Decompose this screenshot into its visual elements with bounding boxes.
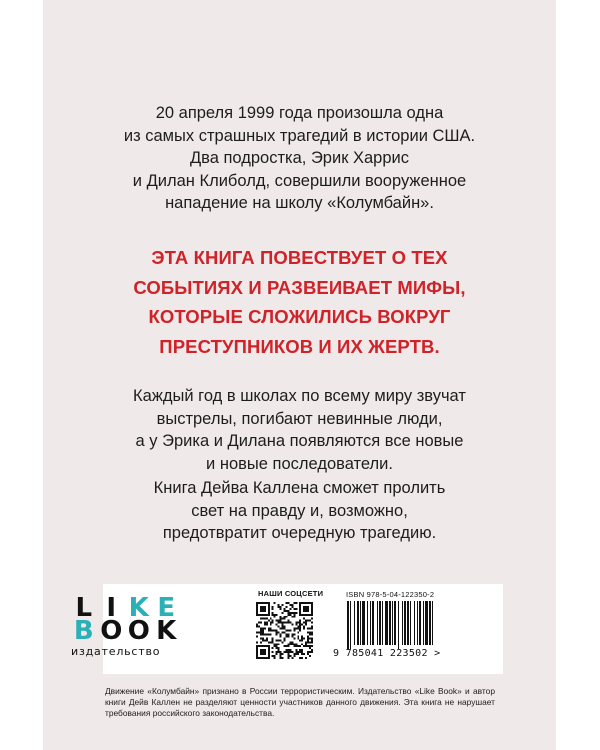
highlight-line: ЭТА КНИГА ПОВЕСТВУЕТ О ТЕХ bbox=[151, 247, 448, 268]
isbn-text: ISBN 978-5-04-122350-2 bbox=[346, 590, 435, 599]
legal-disclaimer: Движение «Колумбайн» признано в России террористическим. Издательство «Like Book» и автор книги Дейв Каллен не разделяют ценности участников данного движения. Эта книга не нарушает требования российского законодательства. bbox=[105, 686, 495, 718]
body-line: Книга Дейва Каллена сможет пролить bbox=[153, 479, 446, 497]
logo-letter: K bbox=[156, 616, 177, 646]
intro-paragraph bbox=[43, 102, 556, 215]
intro-line: 20 апреля 1999 года произошла одна bbox=[155, 104, 444, 122]
logo-letter: K bbox=[128, 593, 149, 623]
body-line: а у Эрика и Дилана появляются все новые bbox=[135, 432, 464, 450]
social-label: НАШИ СОЦСЕТИ bbox=[258, 589, 324, 598]
logo-letter: E bbox=[157, 593, 176, 623]
intro-line: Два подростка, Эрик Харрис bbox=[189, 149, 410, 167]
highlight-line: КОТОРЫЕ СЛОЖИЛИСЬ ВОКРУГ bbox=[148, 306, 451, 327]
body-line: свет на правду и, возможно, bbox=[191, 501, 408, 520]
body-line: Каждый год в школах по всему миру звучат bbox=[133, 387, 466, 405]
logo-letter: B bbox=[73, 616, 94, 646]
barcode-digits: 9 785041 223502 > bbox=[333, 648, 441, 659]
logo-row-book bbox=[70, 616, 180, 646]
logo-subtitle: издательство bbox=[71, 645, 161, 658]
likebook-logo bbox=[70, 593, 180, 663]
body-line: предотвратит очередную трагедию. bbox=[162, 524, 437, 542]
intro-line: нападение на школу «Колумбайн». bbox=[165, 194, 434, 212]
logo-letter: O bbox=[100, 616, 123, 646]
body-line: и новые последователи. bbox=[206, 454, 393, 473]
logo-letter: I bbox=[106, 593, 117, 623]
highlight-line: ПРЕСТУПНИКОВ И ИХ ЖЕРТВ. bbox=[159, 335, 440, 357]
qr-code-icon bbox=[256, 602, 313, 659]
barcode-icon bbox=[345, 601, 450, 649]
body-line: выстрелы, погибают невинные люди, bbox=[156, 409, 443, 428]
body-paragraph-2 bbox=[43, 477, 556, 545]
logo-letter: L bbox=[75, 593, 93, 623]
logo-letter: O bbox=[127, 616, 150, 646]
intro-line: из самых страшных трагедий в истории США. bbox=[123, 126, 476, 145]
body-paragraph-1 bbox=[43, 385, 556, 475]
highlight-line: СОБЫТИЯХ И РАЗВЕИВАЕТ МИФЫ, bbox=[133, 276, 466, 298]
highlight-statement bbox=[43, 243, 556, 361]
intro-line: и Дилан Клиболд, совершили вооруженное bbox=[132, 171, 467, 190]
